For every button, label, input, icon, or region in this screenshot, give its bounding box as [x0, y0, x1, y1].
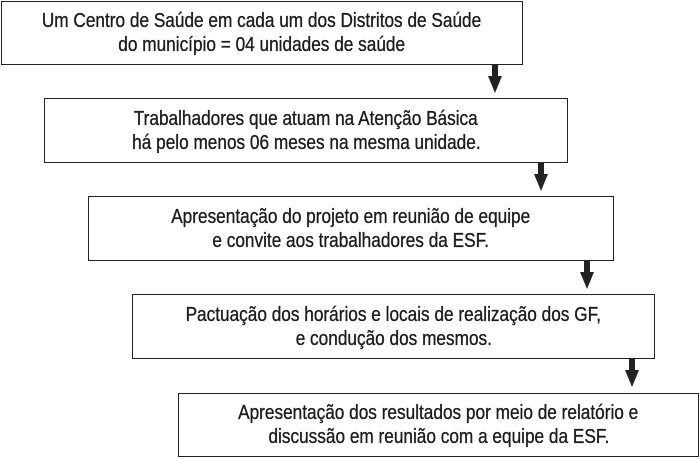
- flow-step-1-line-1: Um Centro de Saúde em cada um dos Distritos de Saúde: [42, 9, 482, 32]
- flow-step-3-line-1: Apresentação do projeto em reunião de equipe: [171, 204, 531, 228]
- flow-step-3: [88, 196, 614, 261]
- flow-step-4-line-2: e condução dos mesmos.: [295, 326, 492, 350]
- flow-step-2: [44, 98, 568, 163]
- arrow-down-icon: [534, 163, 548, 191]
- flow-step-4: [132, 294, 655, 359]
- flow-step-5-line-1: Apresentação dos resultados por meio de relatório e: [238, 401, 639, 424]
- flow-step-4-line-1: Pactuação dos horários e locais de realização dos GF,: [185, 302, 602, 326]
- arrow-down-icon: [580, 261, 594, 289]
- arrow-head: [625, 370, 639, 387]
- arrow-down-icon: [625, 359, 639, 388]
- flow-step-2-line-1: Trabalhadores que atuam na Atenção Básica: [133, 106, 478, 130]
- arrow-head: [488, 76, 502, 93]
- flow-step-3-line-2: e convite aos trabalhadores da ESF.: [212, 228, 490, 252]
- flow-step-1-line-2: do município = 04 unidades de saúde: [118, 33, 406, 56]
- flow-step-1: [1, 1, 523, 65]
- flow-step-2-line-2: há pelo menos 06 meses na mesma unidade.: [131, 130, 481, 154]
- arrow-head: [534, 174, 548, 191]
- arrow-head: [580, 272, 594, 289]
- arrow-down-icon: [488, 65, 502, 93]
- flow-step-5-line-2: discussão em reunião com a equipe da ESF.: [268, 425, 609, 448]
- flow-step-5: [178, 393, 699, 457]
